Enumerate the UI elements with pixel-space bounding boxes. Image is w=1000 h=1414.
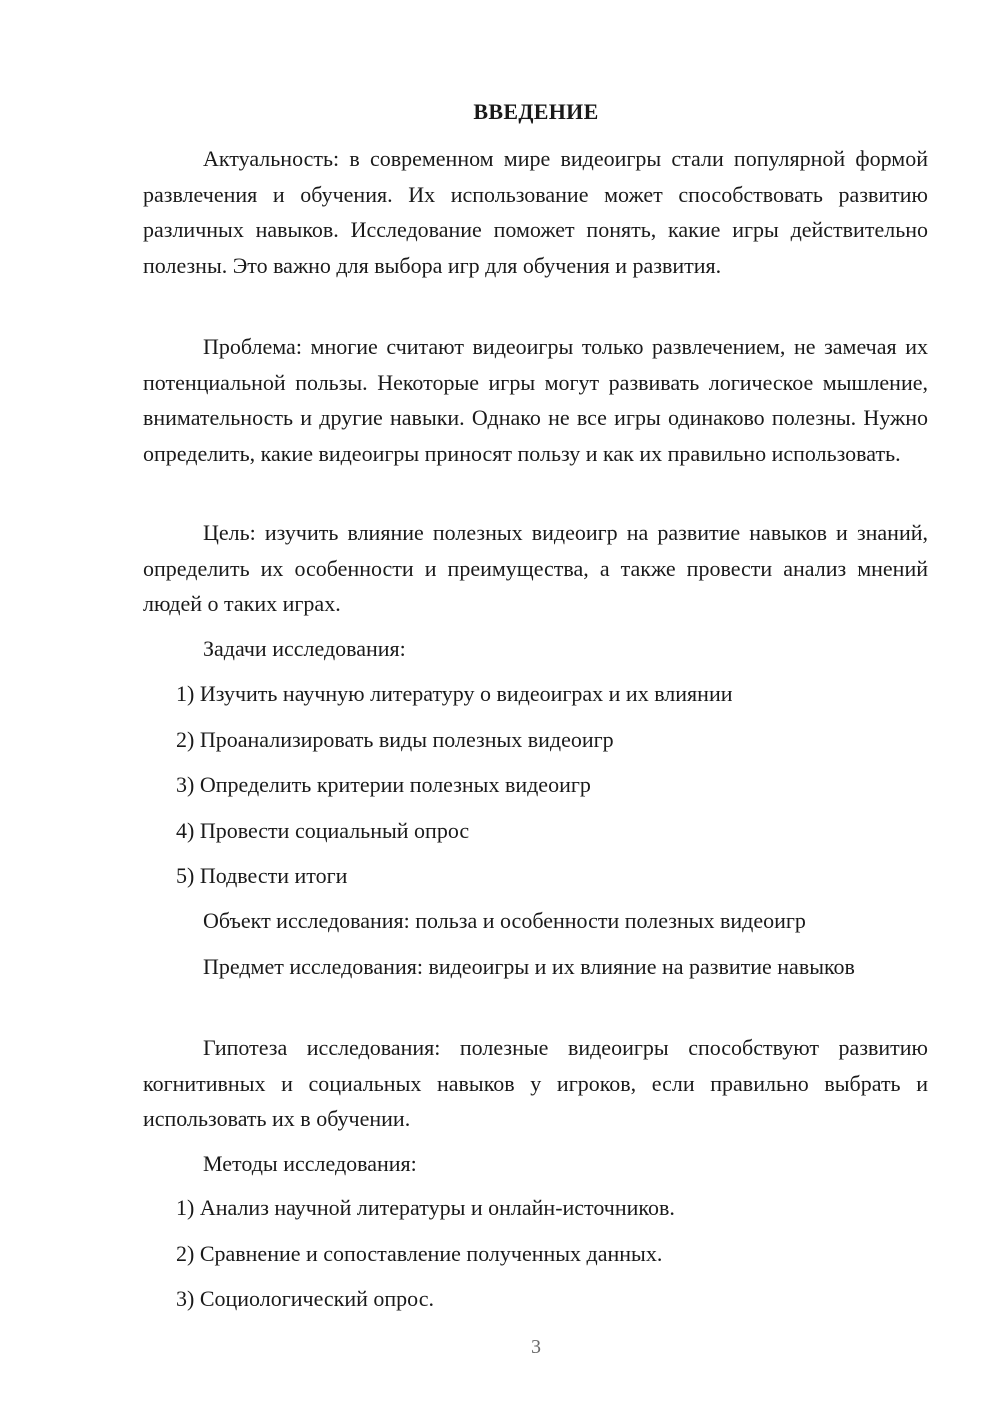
task-item: 1) Изучить научную литературу о видеоиграх и их влиянии — [176, 681, 733, 706]
method-item: 1) Анализ научной литературы и онлайн-источников. — [176, 1195, 675, 1220]
task-item: 2) Проанализировать виды полезных видеоигр — [176, 727, 614, 752]
object-paragraph: Объект исследования: польза и особенности полезных видеоигр — [203, 908, 806, 933]
goal-paragraph: Цель: изучить влияние полезных видеоигр на развитие навыков и знаний, определить их особенности и преимущества, а также провести анализ мнений людей о таких играх. — [143, 520, 928, 616]
page-title: ВВЕДЕНИЕ — [473, 99, 599, 124]
task-item: 5) Подвести итоги — [176, 863, 348, 888]
task-item: 4) Провести социальный опрос — [176, 818, 470, 843]
method-item: 3) Социологический опрос. — [176, 1286, 434, 1311]
subject-paragraph: Предмет исследования: видеоигры и их влияние на развитие навыков — [203, 954, 855, 979]
page-number: 3 — [531, 1336, 541, 1358]
hypothesis-paragraph: Гипотеза исследования: полезные видеоигры способствуют развитию когнитивных и социальных навыков у игроков, если правильно выбрать и использовать их в обучении. — [143, 1035, 928, 1131]
relevance-paragraph: Актуальность: в современном мире видеоигры стали популярной формой развлечения и обучения. Их использование может способствовать развитию различных навыков. Исследование поможет понять, какие игры действительно полезны. Это важно для выбора игр для обучения и развития. — [143, 146, 928, 278]
method-item: 2) Сравнение и сопоставление полученных данных. — [176, 1241, 663, 1266]
tasks-label: Задачи исследования: — [203, 636, 406, 661]
methods-label: Методы исследования: — [203, 1151, 417, 1176]
problem-paragraph: Проблема: многие считают видеоигры только развлечением, не замечая их потенциальной пользы. Некоторые игры могут развивать логическое мышление, внимательность и другие навыки. Однако не все игры одинаково полезны. Нужно определить, какие видеоигры приносят пользу и как их правильно использовать. — [143, 334, 928, 466]
task-item: 3) Определить критерии полезных видеоигр — [176, 772, 591, 797]
